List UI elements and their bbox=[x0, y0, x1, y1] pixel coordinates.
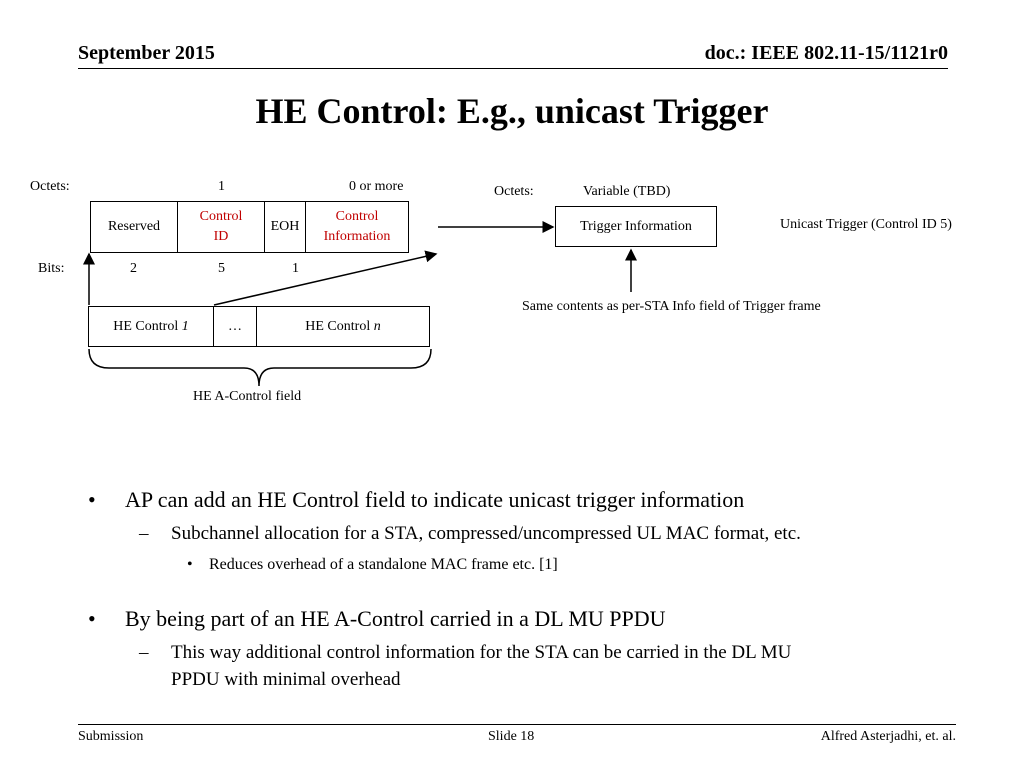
footer-rule bbox=[78, 724, 956, 725]
bullet-2-marker: • bbox=[88, 606, 96, 631]
unicast-trigger-label: Unicast Trigger (Control ID 5) bbox=[780, 217, 952, 232]
bullet-1-1-marker: – bbox=[139, 523, 149, 544]
bullet-1-marker: • bbox=[88, 487, 96, 512]
same-contents-note: Same contents as per-STA Info field of Trigger frame bbox=[522, 299, 821, 314]
bullet-1-1-1: Reduces overhead of a standalone MAC frame etc. [1] bbox=[209, 556, 558, 573]
octets-value-1: 1 bbox=[218, 179, 225, 194]
he-control-fields-table bbox=[90, 201, 409, 253]
octets-value-0-or-more: 0 or more bbox=[349, 179, 404, 194]
bullet-1-1-1-marker: • bbox=[187, 556, 193, 573]
bits-value-reserved: 2 bbox=[130, 261, 137, 276]
trigger-octets-value: Variable (TBD) bbox=[583, 184, 671, 199]
bullet-1-1: Subchannel allocation for a STA, compressed/uncompressed UL MAC format, etc. bbox=[171, 523, 801, 544]
bits-value-eoh: 1 bbox=[292, 261, 299, 276]
header-date: September 2015 bbox=[78, 42, 215, 64]
field-he-control-n: HE Control n bbox=[257, 307, 430, 347]
trigger-octets-label: Octets: bbox=[494, 184, 534, 199]
footer-submission: Submission bbox=[78, 729, 144, 744]
arrow-he-control-to-control-info bbox=[214, 254, 436, 305]
field-control-information: Control Information bbox=[306, 202, 409, 253]
bullet-1: AP can add an HE Control field to indicate unicast trigger information bbox=[125, 487, 745, 512]
he-a-control-label: HE A-Control field bbox=[193, 389, 302, 404]
field-he-control-ellipsis: … bbox=[214, 307, 257, 347]
header-doc-id: doc.: IEEE 802.11-15/1121r0 bbox=[704, 42, 948, 64]
octets-label: Octets: bbox=[30, 179, 70, 194]
trigger-information-table bbox=[555, 206, 717, 247]
bullet-2: By being part of an HE A-Control carried in a DL MU PPDU bbox=[125, 606, 666, 631]
bullet-2-1-line-2: PPDU with minimal overhead bbox=[171, 669, 401, 690]
bits-value-control-id: 5 bbox=[218, 261, 225, 276]
he-a-control-brace bbox=[89, 349, 431, 386]
field-eoh: EOH bbox=[265, 202, 306, 253]
field-trigger-information: Trigger Information bbox=[556, 207, 717, 247]
page-title: HE Control: E.g., unicast Trigger bbox=[255, 91, 769, 131]
footer-author: Alfred Asterjadhi, et. al. bbox=[820, 729, 956, 744]
field-he-control-1: HE Control 1 bbox=[89, 307, 214, 347]
he-a-control-table bbox=[88, 306, 430, 347]
bits-label: Bits: bbox=[38, 261, 65, 276]
bullet-2-1-marker: – bbox=[139, 642, 149, 663]
bullet-2-1-line-1: This way additional control information for the STA can be carried in the DL MU bbox=[171, 642, 792, 663]
field-control-id: Control ID bbox=[178, 202, 265, 253]
footer-slide-number: Slide 18 bbox=[488, 729, 535, 744]
field-reserved: Reserved bbox=[91, 202, 178, 253]
